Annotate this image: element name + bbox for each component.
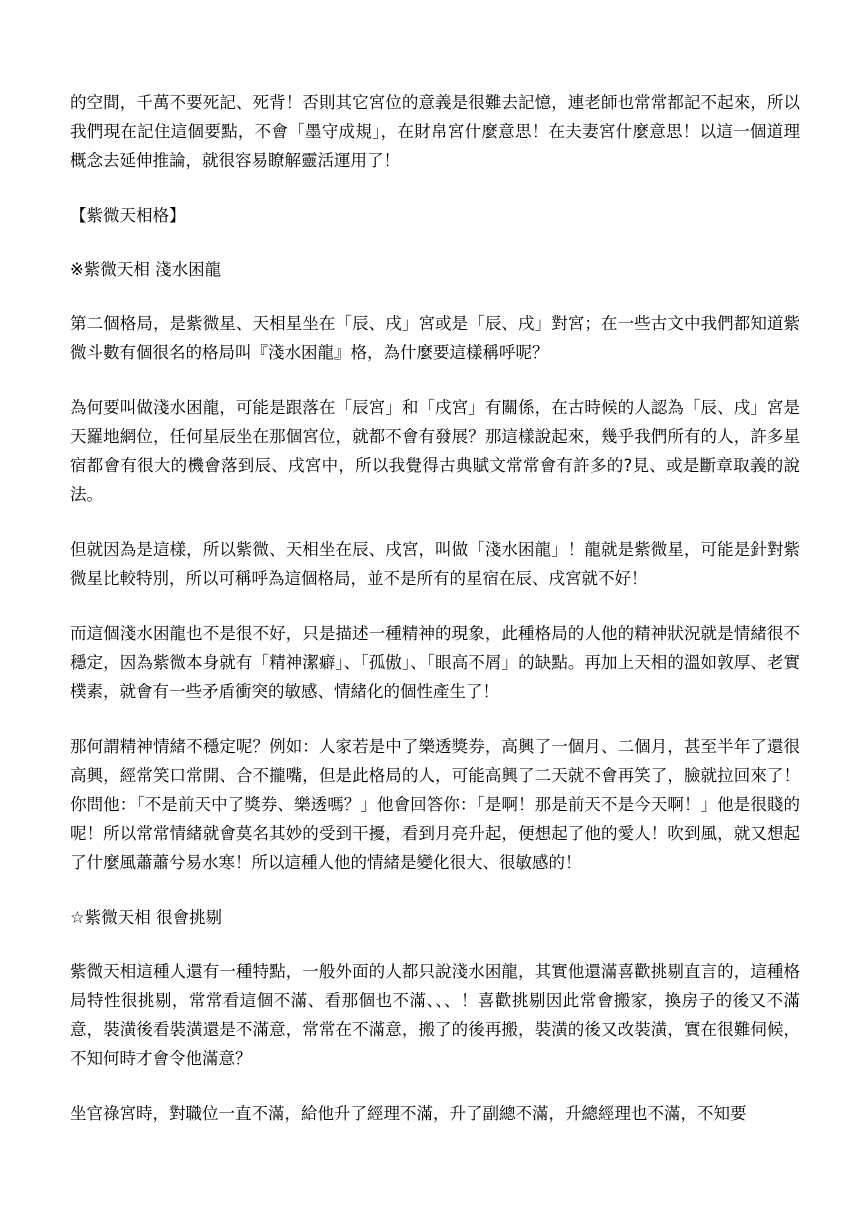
paragraph-pattern-intro: 第二個格局，是紫微星、天相星坐在「辰、戌」宮或是「辰、戌」對宮；在一些古文中我們都知道紫微斗數有個很名的格局叫『淺水困龍』格，為什麼要這樣稱呼呢？	[70, 314, 800, 362]
subsection-heading-picky: ☆紫微天相 很會挑剔	[70, 908, 223, 927]
paragraph-dragon-explanation: 但就因為是這樣，所以紫微、天相坐在辰、戌宮，叫做「淺水困龍」！龍就是紫微星，可能是針對紫微星比較特別，所以可稱呼為這個格局，並不是所有的星宿在辰、戌宮就不好！	[70, 540, 800, 588]
section-heading: 【紫微天相格】	[70, 206, 186, 225]
paragraph-why-name: 為何要叫做淺水困龍，可能是跟落在「辰宮」和「戌宮」有關係，在古時候的人認為「辰、戌」宮是天羅地網位，任何星辰坐在那個宮位，就都不會有發展？那這樣說起來，幾乎我們所有的人，許多星宿都會有很大的機會落到辰、戌宮中，所以我覺得古典賦文常常會有許多的?見、或是斷章取義的說法。	[70, 398, 800, 504]
paragraph-example: 那何謂精神情緒不穩定呢？例如：人家若是中了樂透獎券，高興了一個月、二個月，甚至半年了還很高興，經常笑口常開、合不攏嘴，但是此格局的人，可能高興了二天就不會再笑了，臉就拉回來了！你問他：「不是前天中了獎券、樂透嗎？」他會回答你：「是啊！那是前天不是今天啊！」他是很賤的呢！所以常常情緒就會莫名其妙的受到干擾，看到月亮升起，便想起了他的愛人！吹到風，就又想起了什麼風蕭蕭兮易水寒！所以這種人他的情緒是變化很大、很敏感的！	[70, 737, 800, 872]
paragraph-picky-trait: 紫微天相這種人還有一種特點，一般外面的人都只說淺水困龍，其實他還滿喜歡挑剔直言的，這種格局特性很挑剔，常常看這個不滿、看那個也不滿、、、！喜歡挑剔因此常會搬家，換房子的後又不滿意，裝潢後看裝潢還是不滿意，常常在不滿意，搬了的後再搬，裝潢的後又改裝潢，實在很難伺候，不知何時才會令他滿意？	[70, 962, 800, 1068]
paragraph-intro: 的空間，千萬不要死記、死背！否則其它宮位的意義是很難去記憶，連老師也常常都記不起來，所以我們現在記住這個要點，不會「墨守成規」，在財帛宮什麼意思！在夫妻宮什麼意思！以這一個道理概念去延伸推論，就很容易瞭解靈活運用了！	[70, 93, 800, 170]
subsection-heading-shallow-water-dragon: ※紫微天相 淺水困龍	[70, 260, 222, 279]
document-page	[70, 88, 800, 1154]
paragraph-career: 坐官祿宮時，對職位一直不滿，給他升了經理不滿，升了副總不滿，升總經理也不滿，不知要	[70, 1104, 747, 1123]
paragraph-emotional-instability: 而這個淺水困龍也不是很不好，只是描述一種精神的現象，此種格局的人他的精神狀況就是情緒很不穩定，因為紫微本身就有「精神潔癖」、「孤傲」、「眼高不屑」的缺點。再加上天相的溫如敦厚、老實樸素，就會有一些矛盾衝突的敏感、情緒化的個性產生了！	[70, 624, 800, 701]
